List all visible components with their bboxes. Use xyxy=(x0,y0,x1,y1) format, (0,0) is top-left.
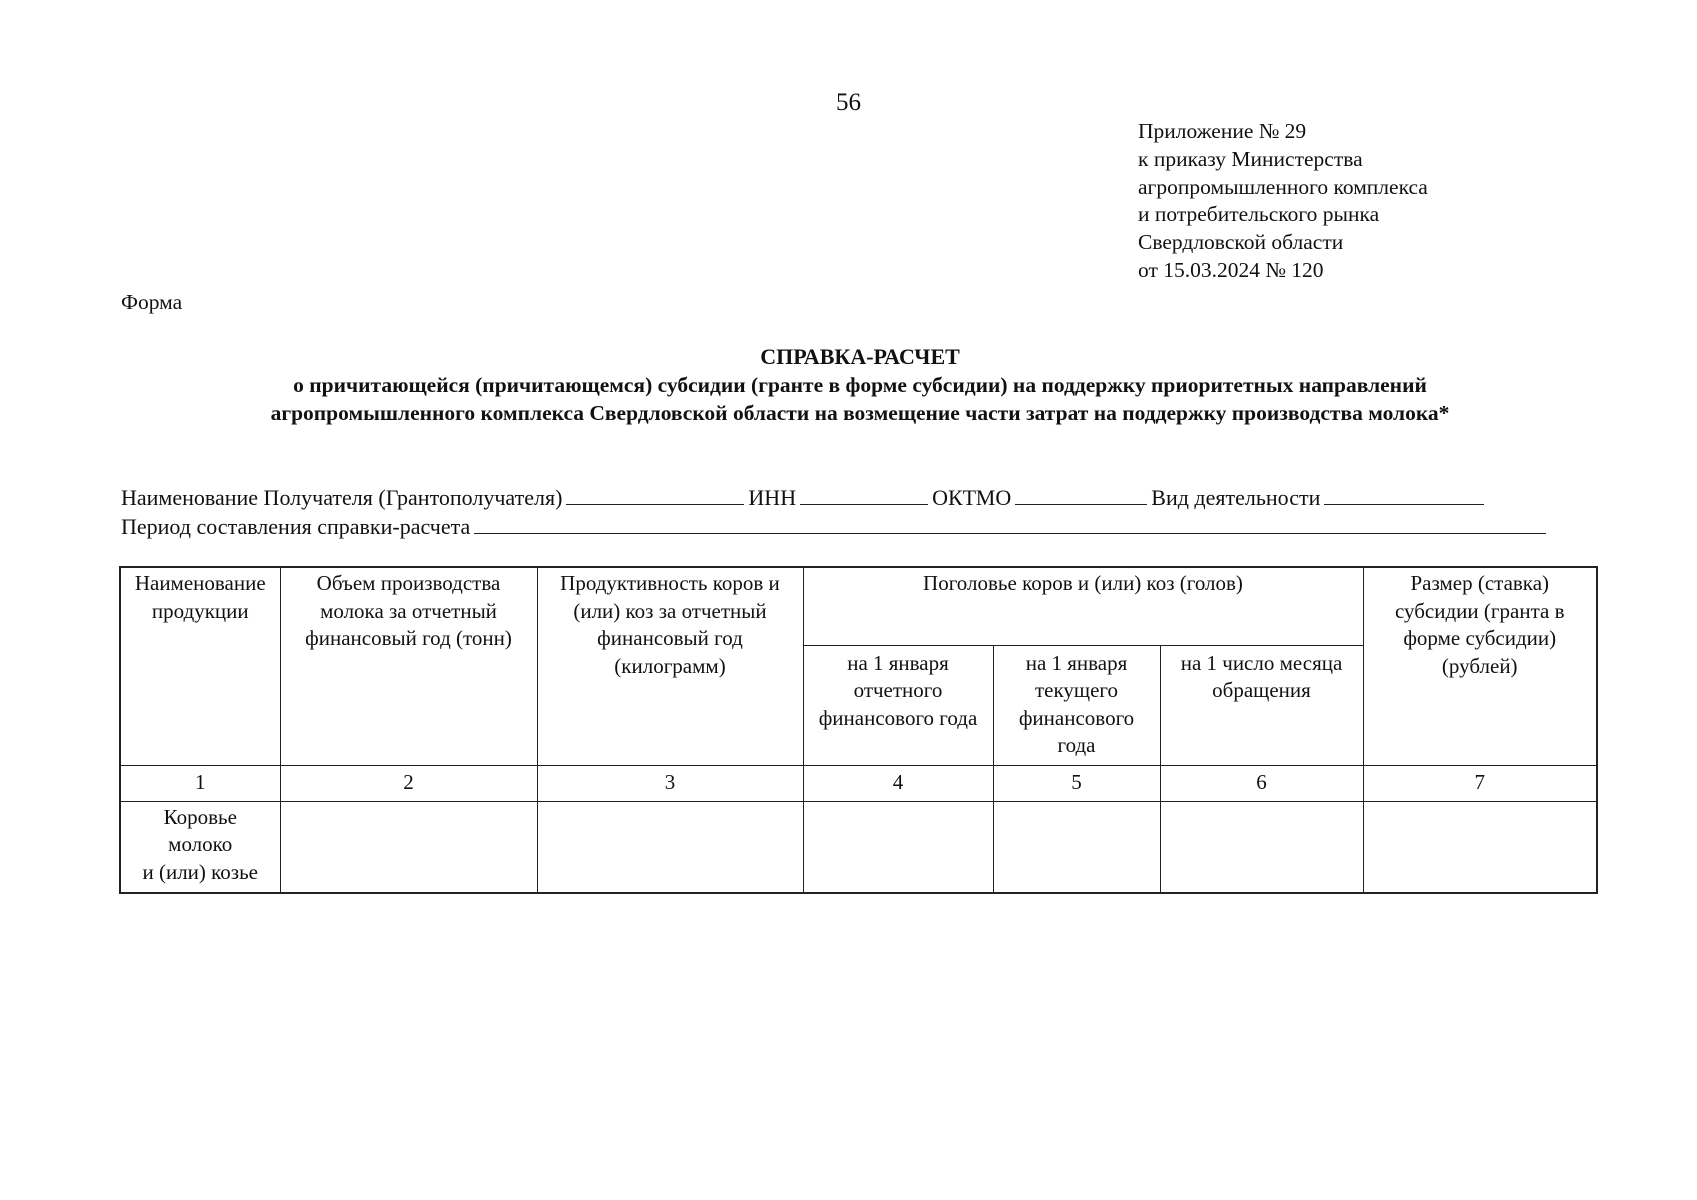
recipient-blank[interactable] xyxy=(566,486,744,505)
production-volume-cell[interactable] xyxy=(280,801,537,893)
activity-label: Вид деятельности xyxy=(1151,485,1321,510)
document-title: СПРАВКА-РАСЧЕТ xyxy=(760,344,960,369)
period-field-line xyxy=(121,514,1550,540)
product-name-line: молоко xyxy=(168,832,233,856)
header-livestock-application-month: на 1 число месяца обращения xyxy=(1160,645,1363,765)
header-livestock-reporting-year: на 1 января отчетного финансового года xyxy=(803,645,993,765)
calculation-table xyxy=(119,566,1598,894)
appendix-line: Свердловской области xyxy=(1138,230,1344,255)
oktmo-label: ОКТМО xyxy=(932,485,1012,510)
header-production-volume: Объем производства молока за отчетный финансовый год (тонн) xyxy=(280,567,537,765)
table-row xyxy=(120,801,1597,893)
oktmo-blank[interactable] xyxy=(1015,486,1147,505)
product-name-line: Коровье xyxy=(163,804,237,829)
appendix-block xyxy=(1138,118,1428,285)
column-number: 7 xyxy=(1363,765,1597,801)
inn-blank[interactable] xyxy=(800,486,928,505)
document-subtitle xyxy=(0,371,1697,427)
appendix-line: от 15.03.2024 № 120 xyxy=(1138,257,1324,282)
livestock-reporting-year-cell[interactable] xyxy=(803,801,993,893)
header-livestock-current-year: на 1 января текущего финансового года xyxy=(993,645,1160,765)
recipient-fields-line xyxy=(121,485,1488,511)
header-livestock-group: Поголовье коров и (или) коз (голов) xyxy=(803,567,1363,645)
column-number: 5 xyxy=(993,765,1160,801)
productivity-cell[interactable] xyxy=(537,801,803,893)
subtitle-line: агропромышленного комплекса Свердловской области на возмещение части затрат на поддержку производства молока* xyxy=(270,401,1450,425)
product-name-line: и (или) козье xyxy=(142,859,258,884)
subtitle-line: о причитающейся (причитающемся) субсидии (гранте в форме субсидии) на поддержку приоритетных направлений xyxy=(293,373,1427,397)
appendix-line: агропромышленного комплекса xyxy=(1138,174,1428,199)
recipient-label: Наименование Получателя (Грантополучателя) xyxy=(121,485,563,510)
column-number: 4 xyxy=(803,765,993,801)
column-number: 6 xyxy=(1160,765,1363,801)
header-productivity: Продуктивность коров и (или) коз за отчетный финансовый год (килограмм) xyxy=(537,567,803,765)
title-block xyxy=(0,343,1697,427)
appendix-line: и потребительского рынка xyxy=(1138,202,1380,227)
livestock-application-month-cell[interactable] xyxy=(1160,801,1363,893)
subsidy-size-cell[interactable] xyxy=(1363,801,1597,893)
header-subsidy-size: Размер (ставка) субсидии (гранта в форме субсидии) (рублей) xyxy=(1363,567,1597,765)
period-label: Период составления справки-расчета xyxy=(121,514,471,539)
activity-blank[interactable] xyxy=(1324,486,1484,505)
product-cell xyxy=(120,801,280,893)
header-product-name: Наименование продукции xyxy=(120,567,280,765)
inn-label: ИНН xyxy=(748,485,797,510)
appendix-line: Приложение № 29 xyxy=(1138,119,1307,143)
form-label: Форма xyxy=(121,290,183,314)
column-number: 3 xyxy=(537,765,803,801)
column-number: 2 xyxy=(280,765,537,801)
appendix-line: к приказу Министерства xyxy=(1138,146,1363,171)
page-number: 56 xyxy=(836,89,861,116)
period-blank[interactable] xyxy=(474,515,1546,534)
livestock-current-year-cell[interactable] xyxy=(993,801,1160,893)
column-number: 1 xyxy=(120,765,280,801)
